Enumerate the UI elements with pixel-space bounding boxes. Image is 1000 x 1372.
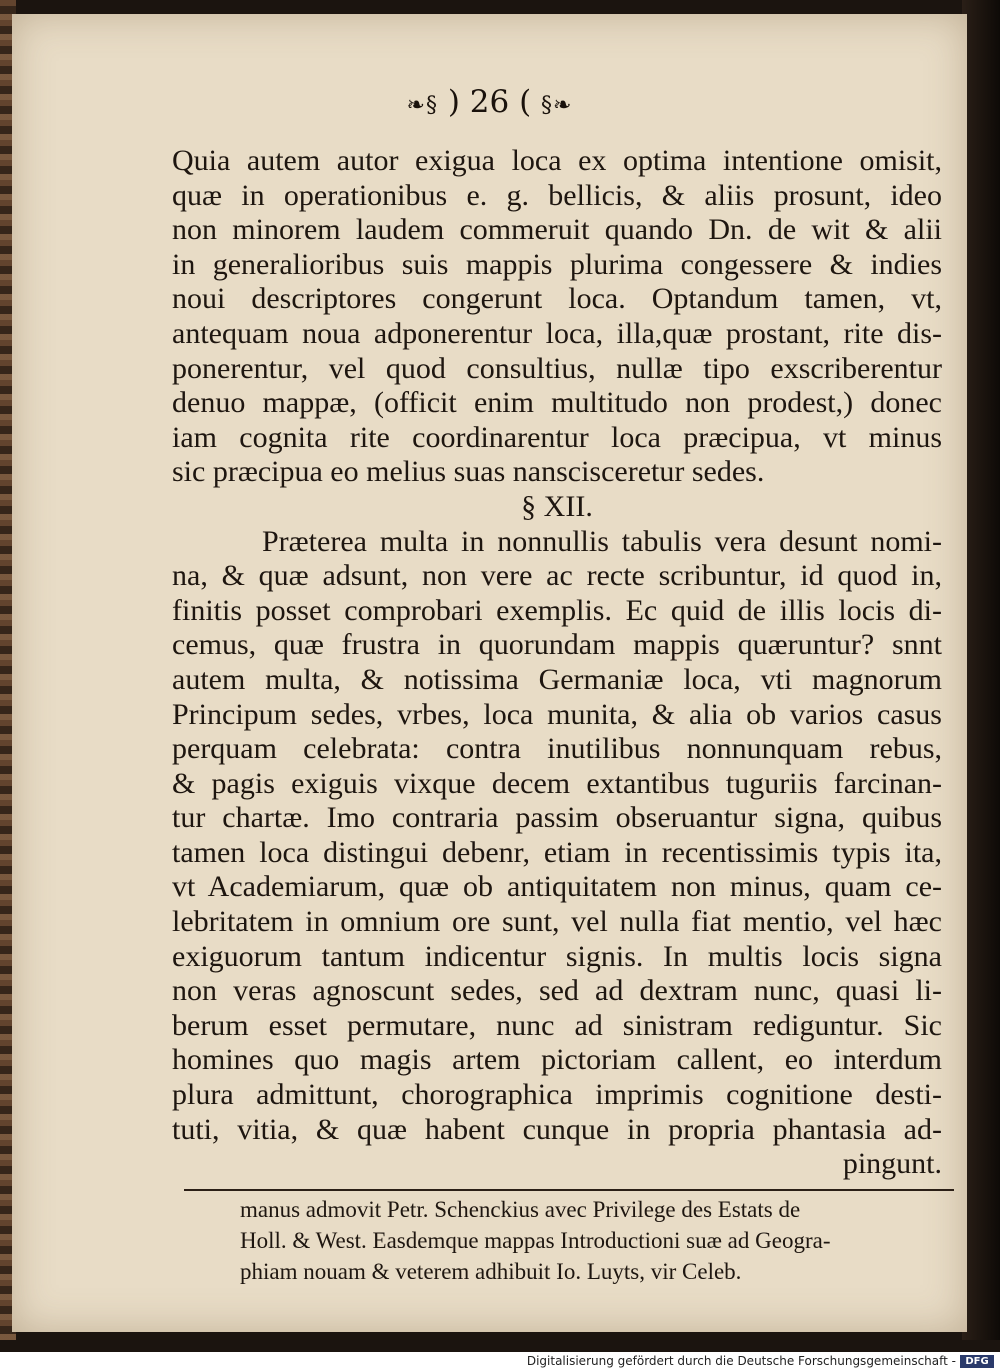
footnote-line: manus admovit Petr. Schenckius avec Privilege des Estats de xyxy=(240,1197,801,1222)
text-line: Quia autem autor exigua loca ex optima intentione omisit, xyxy=(172,144,942,177)
footnote-line: phiam nouam & veterem adhibuit Io. Luyts, vir Celeb. xyxy=(240,1259,742,1284)
text-line: & pagis exiguis vixque decem extantibus tuguriis farcinan- xyxy=(172,766,942,800)
text-line: lebritatem in omnium ore sunt, vel nulla fiat mentio, vel hæc xyxy=(172,905,942,939)
page-edge-shadow xyxy=(962,0,1000,1340)
page-header xyxy=(12,84,967,120)
text-line: sic præcipua eo melius suas nanscisceretur sedes. xyxy=(172,455,765,489)
text-line: ponerentur, vel quod consultius, nullæ tipo exscriberentur xyxy=(172,351,942,385)
text-line: non minorem laudem commeruit quando Dn. de wit & alii xyxy=(172,213,942,247)
text-line: finitis posset comprobari exemplis. Ec quid de illis locis di- xyxy=(172,593,942,627)
text-line: homines quo magis artem pictoriam callent, eo interdum xyxy=(172,1043,942,1077)
text-line: cemus, quæ frustra in quorundam mappis quæruntur? snnt xyxy=(172,628,942,662)
text-line: tamen loca distingui debenr, etiam in recentissimis typis ita, xyxy=(172,835,942,869)
text-line: Præterea multa in nonnullis tabulis vera desunt nomi- xyxy=(262,524,942,558)
text-line: quæ in operationibus e. g. bellicis, & aliis prosunt, ideo xyxy=(172,178,942,212)
left-ornament: ❧§ xyxy=(406,93,438,118)
text-line: perquam celebrata: contra inutilibus nonnunquam rebus, xyxy=(172,732,942,766)
text-line: tur chartæ. Imo contraria passim obseruantur signa, quibus xyxy=(172,801,942,835)
text-line: noui descriptores congerunt loca. Optandum tamen, vt, xyxy=(172,282,942,316)
text-line: tuti, vitia, & quæ habent cunque in propria phantasia ad- xyxy=(172,1112,942,1146)
text-line: exiguorum tantum indicentur signis. In multis locis signa xyxy=(172,939,942,973)
text-line: denuo mappæ, (officit enim multitudo non prodest,) donec xyxy=(172,386,942,420)
body-text xyxy=(172,144,942,1182)
text-line: in generalioribus suis mappis plurima congessere & indies xyxy=(172,247,942,281)
footnote-line: Holl. & West. Easdemque mappas Introductioni suæ ad Geogra- xyxy=(240,1228,831,1253)
footnote xyxy=(240,1194,950,1287)
catchword: pingunt. xyxy=(842,1147,942,1181)
dfg-logo: DFG xyxy=(960,1355,994,1368)
page-number: ) 26 ( xyxy=(447,84,532,120)
text-line: Principum sedes, vrbes, loca munita, & alia ob varios casus xyxy=(172,697,942,731)
text-line: berum esset permutare, nunc ad sinistram rediguntur. Sic xyxy=(172,1008,942,1042)
text-line: antequam noua adponerentur loca, illa,quæ prostant, rite dis- xyxy=(172,316,942,350)
digitization-credit: Digitalisierung gefördert durch die Deutsche Forschungsgemeinschaft - xyxy=(526,1354,956,1368)
text-line: iam cognita rite coordinarentur loca præcipua, vt minus xyxy=(172,420,942,454)
footnote-rule xyxy=(184,1189,954,1191)
text-line: na, & quæ adsunt, non vere ac recte scribuntur, id quod in, xyxy=(172,559,942,593)
section-heading: § XII. xyxy=(521,489,593,523)
book-page xyxy=(12,14,967,1332)
text-line: plura admittunt, chorographica imprimis cognitione desti- xyxy=(172,1078,942,1112)
text-line: non veras agnoscunt sedes, sed ad dextram nunc, quasi li- xyxy=(172,974,942,1008)
text-line: vt Academiarum, quæ ob antiquitatem non minus, quam ce- xyxy=(172,870,942,904)
text-line: autem multa, & notissima Germaniæ loca, vti magnorum xyxy=(172,662,942,696)
right-ornament: §❧ xyxy=(541,93,573,118)
